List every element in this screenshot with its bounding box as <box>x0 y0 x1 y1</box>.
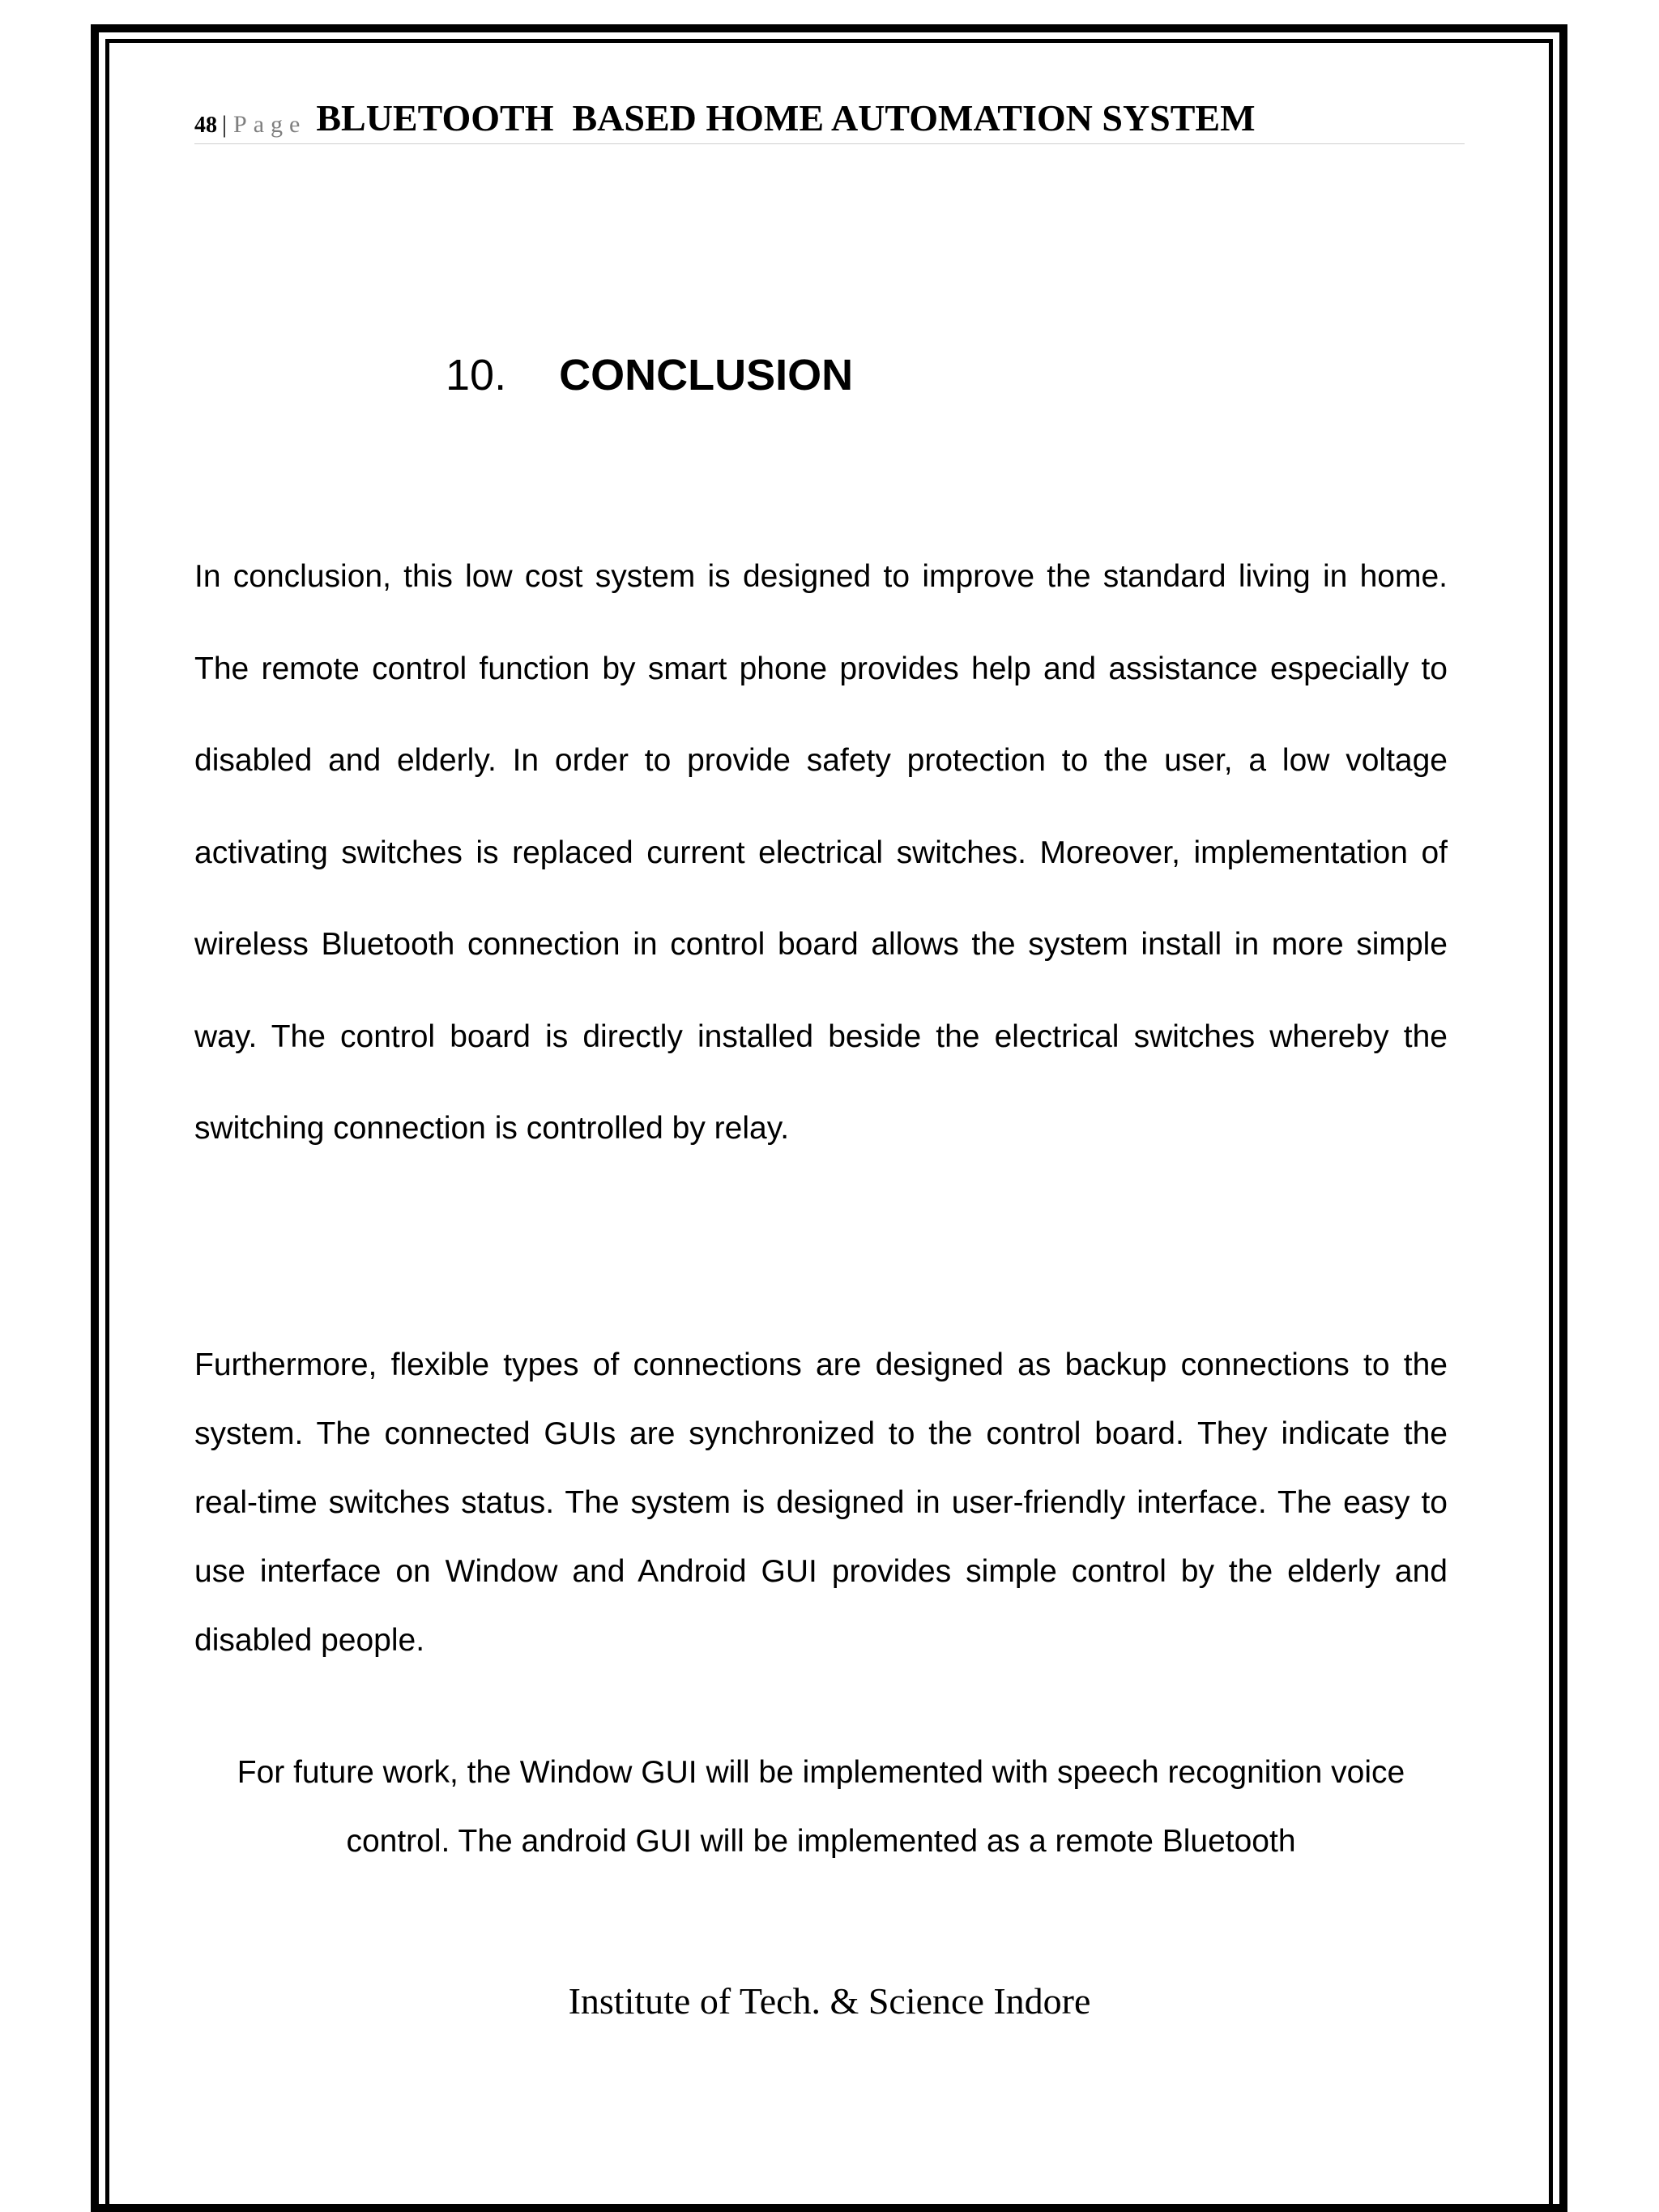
chapter-heading <box>446 347 853 404</box>
paragraph-connections: Furthermore, flexible types of connections are designed as backup connections to the system. The connected GUIs are synchronized to the control board. They indicate the real-time switches status. The system is designed in user-friendly interface. The easy to use interface on Window and Android GUI provides simple control by the elderly and disabled people. <box>194 1347 1448 1658</box>
page-header <box>194 96 1465 144</box>
chapter-number: 10. <box>446 351 507 399</box>
page-footer: Institute of Tech. & Science Indore <box>568 1980 1091 2022</box>
page-label: Page <box>233 111 307 138</box>
paragraph-future-work: For future work, the Window GUI will be implemented with speech recognition voice control. The android GUI will be implemented as a remote Bluetooth <box>237 1755 1405 1859</box>
page-number: 48 <box>194 113 217 138</box>
chapter-title: CONCLUSION <box>559 351 854 399</box>
page-separator: | <box>222 111 228 138</box>
paragraph-conclusion: In conclusion, this low cost system is designed to improve the standard living in home. The remote control function by smart phone provides help and assistance especially to disabled and elderly. In order to provide safety protection to the user, a low voltage activating switches is replaced current electrical switches. Moreover, implementation of wireless Bluetooth connection in control board allows the system install in more simple way. The control board is directly installed beside the electrical switches whereby the switching connection is controlled by relay. <box>194 559 1448 1146</box>
document-title: BLUETOOTH BASED HOME AUTOMATION SYSTEM <box>316 97 1256 139</box>
